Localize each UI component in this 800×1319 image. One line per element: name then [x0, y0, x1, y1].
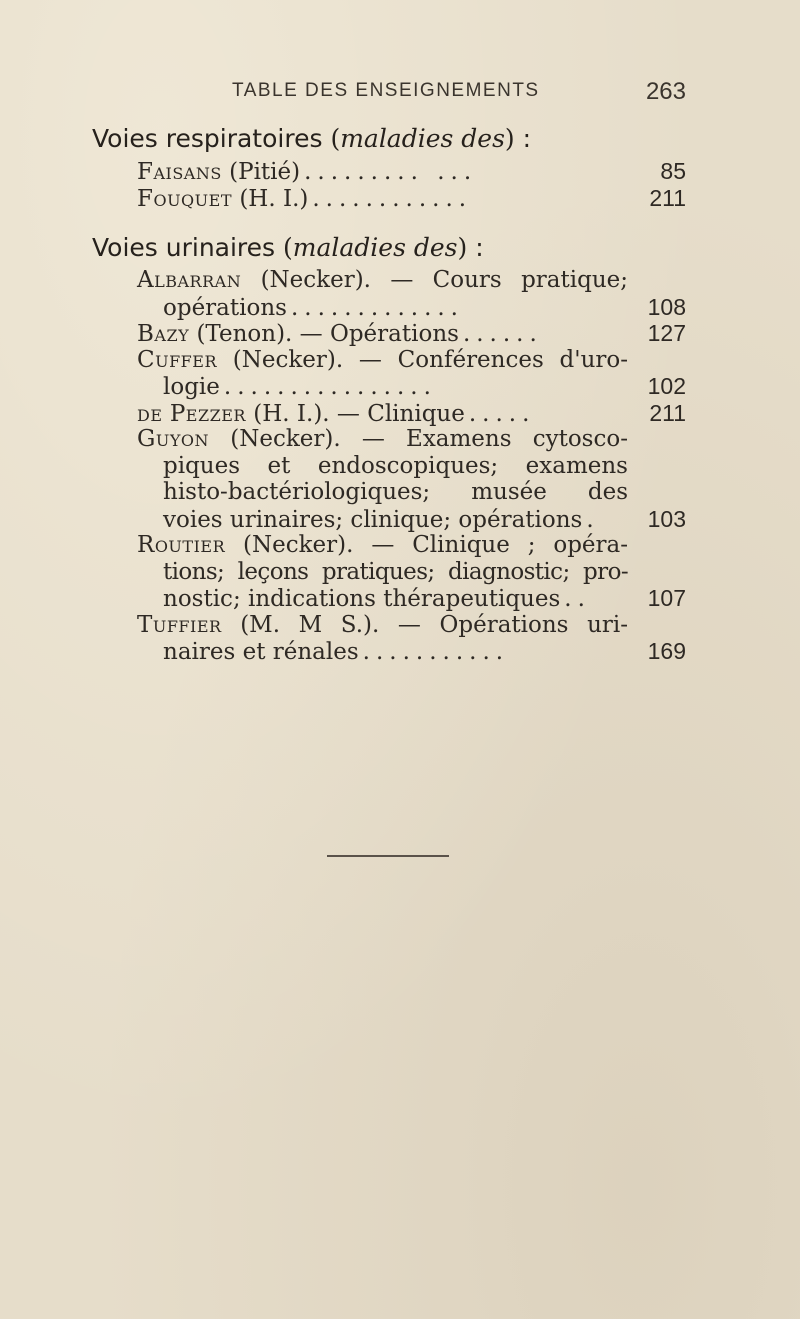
- entry-page: 211: [649, 184, 686, 211]
- entry-line: [137, 158, 686, 185]
- section-voies-respiratoires: [92, 120, 686, 211]
- entry-detail: (Necker). — Conférences d'uro-: [232, 346, 628, 373]
- index-entry: [137, 320, 686, 347]
- entry-line: [137, 612, 686, 639]
- entry-page: 211: [649, 399, 686, 426]
- end-rule: [327, 855, 449, 857]
- leader-dots: .: [586, 506, 600, 533]
- entry-detail: naires et rénales: [163, 639, 359, 665]
- leader-dots: ................: [223, 374, 437, 400]
- entry-detail: (H. I.): [239, 185, 309, 212]
- entry-line: [137, 506, 686, 533]
- index-entry: [137, 347, 686, 400]
- entry-line: [137, 638, 686, 665]
- entry-page: 103: [647, 505, 686, 532]
- leader-dots: .............: [290, 294, 464, 321]
- entry-detail: nostic; indications thérapeutiques: [163, 586, 561, 612]
- entry-detail: logie: [163, 374, 220, 400]
- entry-detail: (M. M S.). — Opérations uri-: [240, 611, 628, 638]
- entry-line: [137, 267, 686, 294]
- heading-text: Voies respiratoires: [92, 124, 323, 153]
- running-title: TABLE DES ENSEIGNEMENTS: [232, 80, 540, 101]
- entry-line: [137, 426, 686, 453]
- leader-dots: .....: [468, 400, 536, 427]
- entry-detail: (H. I.). — Clinique: [253, 400, 465, 427]
- entry-name: Cuffer: [137, 346, 218, 373]
- entry-name: Bazy: [137, 321, 190, 347]
- leader-dots: ......... ...: [304, 159, 478, 185]
- running-head: [92, 80, 686, 110]
- heading-qualifier: maladies des: [340, 124, 505, 153]
- entry-page: 85: [660, 158, 686, 184]
- entry-page: 169: [647, 638, 686, 664]
- entry-name: Albarran: [137, 267, 242, 293]
- entry-page: 102: [647, 373, 686, 399]
- entry-line: [137, 532, 686, 559]
- entry-line: [137, 185, 686, 212]
- entry-line: [137, 479, 686, 506]
- heading-text: Voies urinaires: [92, 233, 276, 262]
- index-entry: [137, 185, 686, 212]
- entry-detail: (Necker). — Clinique ; opéra-: [243, 532, 629, 558]
- entry-line: [137, 373, 686, 400]
- leader-dots: ............: [312, 185, 473, 212]
- index-entry: [137, 426, 686, 532]
- entry-detail: opérations: [163, 294, 287, 321]
- entry-page: 108: [647, 293, 686, 320]
- leader-dots: ...........: [362, 639, 510, 665]
- entry-name: Routier: [137, 532, 226, 558]
- entry-line: [137, 347, 686, 374]
- entry-name: Guyon: [137, 426, 210, 452]
- entry-detail: (Necker). — Cours pratique;: [260, 267, 629, 293]
- index-entry: [137, 612, 686, 665]
- leader-dots: ..: [564, 586, 591, 612]
- section-voies-urinaires: [92, 229, 686, 665]
- section-heading: Voies urinaires (maladies des) :: [92, 233, 484, 262]
- entry-detail: (Pitié): [229, 159, 301, 185]
- entry-detail: (Necker). — Examens cytosco-: [230, 426, 628, 452]
- index-entry: [137, 267, 686, 320]
- entry-detail: voies urinaires; clinique; opérations: [163, 506, 583, 533]
- section-heading: Voies respiratoires (maladies des) :: [92, 124, 532, 153]
- index-entry: [137, 158, 686, 185]
- entry-line: [137, 400, 686, 427]
- entry-name: Fouquet: [137, 185, 233, 212]
- index-entry: [137, 532, 686, 612]
- entry-line: [137, 559, 686, 586]
- entry-name: Tuffier: [137, 611, 222, 638]
- entry-detail: tions; leçons pratiques; diagnostic; pro-: [163, 558, 628, 585]
- entry-page: 127: [647, 320, 686, 346]
- entry-page: 107: [647, 585, 686, 611]
- index-entry: [137, 400, 686, 427]
- entry-line: [137, 294, 686, 321]
- entry-prefix: de: [137, 400, 163, 427]
- heading-qualifier: maladies des: [292, 233, 458, 262]
- entry-detail: histo-bactériologiques; musée des: [163, 479, 628, 505]
- leader-dots: ......: [462, 321, 543, 347]
- entry-name: Faisans: [137, 159, 222, 185]
- entry-detail: (Tenon). — Opérations: [196, 321, 459, 347]
- entry-line: [137, 320, 686, 347]
- entry-line: [137, 453, 686, 480]
- entry-detail: piques et endoscopiques; examens: [163, 452, 628, 479]
- page-number: 263: [645, 78, 686, 105]
- entry-name: Pezzer: [169, 400, 246, 427]
- entry-line: [137, 585, 686, 612]
